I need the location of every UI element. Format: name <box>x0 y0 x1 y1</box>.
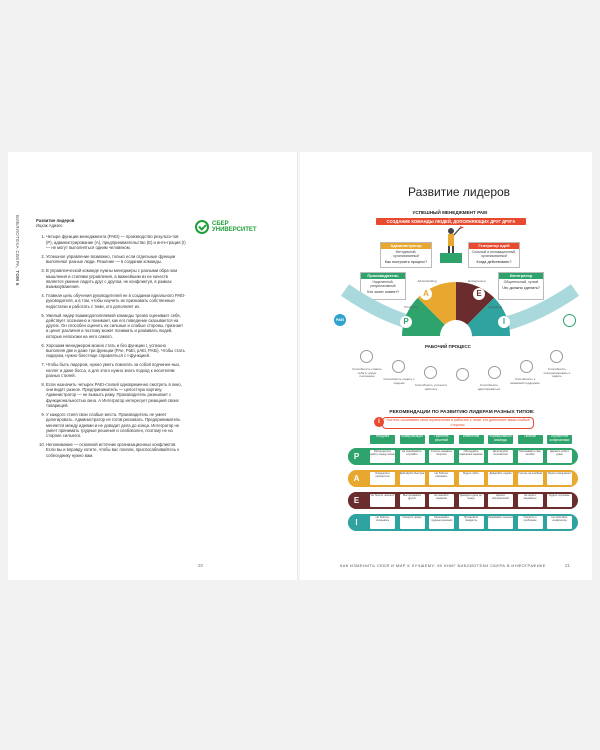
handshake-icon <box>392 360 405 373</box>
table-cell: Говорите о проблемах <box>518 516 543 529</box>
logo-text <box>212 221 257 234</box>
role-card-entrepreneur <box>468 242 520 268</box>
summary-text <box>36 218 186 462</box>
process-note: Способность к взаимной поддержке <box>510 377 540 385</box>
page-number-right: 21 <box>565 563 571 568</box>
role-desc: Нацеленный, результативный <box>370 280 396 288</box>
row-letter: I <box>348 514 365 531</box>
wheel-label: Producing <box>404 305 418 309</box>
list-item: 7. Чтобы быть лидером, нужно уметь помогать за собой подчинен-ных, коллег и даже босса, а для этого нужно знать подход к носителям разных стилей. <box>46 362 186 378</box>
list-item: 10. Непонимание — основной источник организационных конфликтов. Если вы и вправду хотите, чтобы вас поняли, приспосабливайтесь к собеседнику нужно вам. <box>46 442 186 458</box>
table-cell: Признавайте свои ошибки <box>518 450 543 463</box>
role-question: Когда действовать? <box>476 260 512 264</box>
table-cell: Не избегайте конфликтов <box>547 516 572 529</box>
role-name: Администратор <box>381 243 431 249</box>
book-author: Ицхак Адизес <box>36 223 63 229</box>
table-cell: Развивайте сильных <box>488 516 513 529</box>
banner-title: УСПЕШНЫЙ МЕНЕДЖМЕНТ PAEI <box>412 210 488 215</box>
page-footer: КАК ИЗМЕНИТЬ СЕБЯ И МИР К ЛУЧШЕМУ: 60 КНИГ БИБЛИОТЕКИ СБЕРА В ИНФОГРАФИКЕ <box>340 563 546 568</box>
list-item: 4. Главная цель обучения руководителей не в создании идеального PAEI-руководителя, а в том, чтобы научить их признавать собственные недостатки и работать с теми, кто дополняет их. <box>46 293 186 309</box>
column-header: Формирование команды <box>488 435 513 444</box>
running-head-text: БИБЛИОТЕКА СБЕРА, <box>15 215 20 271</box>
table-cell: Не меняйте решения <box>429 494 454 507</box>
table-row <box>348 470 578 487</box>
scales-icon <box>456 368 469 381</box>
wheel-label: Entrepreneur <box>468 279 486 283</box>
table-cell: Определите приоритеты <box>370 472 395 485</box>
role-desc: Сильный и инновационный, организованный <box>472 250 516 258</box>
person-icon <box>360 350 373 363</box>
table-cell: Будьте терпимее <box>547 494 572 507</box>
row-letter: A <box>348 470 365 487</box>
process-note: Способность учиться и работать <box>414 383 448 391</box>
list-item: 1. Четыре функции менеджмента (PAEI) — производство результа-тов (P), администрирование (A), предпринимательство (E) и инте-грация (I) — не могут выполняться одним человеком. <box>46 234 186 250</box>
table-cell: Выслушивайте других <box>400 494 425 507</box>
table-cell: Не бойтесь отказывать <box>370 516 395 529</box>
row-letter: E <box>348 492 365 509</box>
team-icon <box>488 366 501 379</box>
column-header: Изменения <box>459 435 484 444</box>
note-text: Учитесь осознавать свои ограничения и работать с теми, кто дополняет ваши слабые стороны. <box>386 418 530 427</box>
wheel-letter-i: I <box>498 316 510 328</box>
sber-university-logo <box>195 220 257 234</box>
list-item: 2. Успешное управление возможно, только если отдельные функции выполняют разные люди. Решение — в создании команды. <box>46 254 186 264</box>
list-item: 9. У каждого стиля свои слабые места. Производитель не умеет делегировать. Администратор не готов рисковать. Предприниматель меняется между идеями и не доводит дела до конца. Интегратор не умеет принимать трудные решения и слабоволен, поэтому не на стороне сильного. <box>46 412 186 438</box>
book-title: Развитие лидеров <box>36 218 75 223</box>
table-row <box>348 492 578 509</box>
leader-figure-icon <box>438 225 464 265</box>
book-icon <box>424 366 437 379</box>
gear-icon <box>563 314 576 327</box>
role-name: Интегратор <box>499 273 543 279</box>
wheel-letter-a: A <box>420 288 432 300</box>
list-item: 5. Умелый лидер взаимодополняемой команды трезво оценивает себя, действует осознанно и понимает, как его поведение сказывается на других. Он способен оценить их сильные и слабые стороны, признает и ценит различия и поэтому может понимать и развивать людей, которые непохожи на него самого. <box>46 313 186 339</box>
role-desc: Общительный, чуткий <box>503 280 539 284</box>
process-note: Способность ладить с людьми <box>383 377 415 385</box>
column-header: Принятие решений <box>429 435 454 444</box>
table-cell: Проявляйте твердость <box>459 516 484 529</box>
table-cell: Не бойтесь рисковать <box>429 472 454 485</box>
table-cell: Держите себя в руках <box>547 450 572 463</box>
column-header: Управление конфликтами <box>547 435 572 444</box>
table-cell: Обсуждайте изменения заранее <box>459 450 484 463</box>
summary-list <box>36 234 186 457</box>
process-note: Способность позиционировать и видеть <box>543 367 571 379</box>
list-item: 3. В управленческой команде нужны менеджеры с разными обра-зом мышления и стилями управления, а важнейшим из ее качеств является умение ладить друг с другом, не конфликтуя, в рамках взаимоуважения. <box>46 268 186 289</box>
list-item: 8. Если назначить четырех PAEI-стилей одновременно смотреть в окно, они видят разное. Предприниматель — целостную картину. Администратор — не вымыть раму. Производитель разнывает с функциональностью окна. А Интегратор интересует реакцией своих товарищей. <box>46 382 186 408</box>
page-number-left: 20 <box>198 563 204 568</box>
role-question: Что хочет клиент? <box>366 290 400 294</box>
page-title: Развитие лидеров <box>408 185 511 199</box>
wheel-label: Administrating <box>417 279 437 283</box>
table-cell: Не ищите виноватых <box>518 494 543 507</box>
wheel-letter-e: E <box>473 288 485 300</box>
role-question: Что должно сделать? <box>502 286 540 290</box>
table-cell: Учитесь задавать вопросы <box>429 450 454 463</box>
role-card-administrator <box>380 242 432 268</box>
table-cell: Ищите компромисс <box>547 472 572 485</box>
row-letter: P <box>348 448 365 465</box>
logo-line2: УНИВЕРСИТЕТ <box>212 227 257 233</box>
recommendations-note <box>378 417 534 429</box>
table-cell: Доверяйте людям <box>488 472 513 485</box>
work-process-label: РАБОЧИЙ ПРОЦЕСС <box>425 344 471 349</box>
table-cell: Не перебивайте, слушайте <box>400 450 425 463</box>
role-question: Как построить процесс? <box>384 260 428 264</box>
column-header: Нагрузка <box>370 435 395 444</box>
table-cell: Принимайте трудные решения <box>429 516 454 529</box>
table-cell: Действуйте быстрее <box>400 472 425 485</box>
process-note: Способность ставить себя в чужую положение <box>352 367 382 379</box>
role-name: Производитель <box>361 273 405 279</box>
process-note: Способность адаптироваться <box>477 383 501 391</box>
table-cell: Доводите дела до конца <box>459 494 484 507</box>
running-head-volume: ТОМ 6 <box>15 270 20 286</box>
paei-badge: PAEI <box>334 314 346 326</box>
eye-icon <box>520 360 533 373</box>
table-row <box>348 448 578 465</box>
list-item: 6. Хорошим менеджером можно стать и без функции I, успешно выполняя две и даже три функции (PAe, PaEi, pAEi, PAEi). Чтобы стать лидером, нужно блестяще справляться с I-функцией. <box>46 343 186 359</box>
running-head <box>15 215 20 286</box>
logo-line1: СБЕР <box>212 220 229 227</box>
sber-logo-icon <box>195 220 209 234</box>
table-cell: Учитесь на ошибках <box>518 472 543 485</box>
target-icon <box>550 350 563 363</box>
table-cell: Цените исполнителей <box>488 494 513 507</box>
wheel-label: Integrating <box>487 305 503 309</box>
table-cell: Делегируйте полномочия <box>488 450 513 463</box>
table-cell: Говорите прямо <box>400 516 425 529</box>
table-row <box>348 514 578 531</box>
info-icon: I <box>374 417 384 427</box>
banner-subtitle: СОЗДАНИЕ КОМАНДЫ ЛЮДЕЙ, ДОПОЛНЯЮЩИХ ДРУГ ДРУГА <box>376 218 526 225</box>
table-cell: Распределите работу между всеми <box>370 450 395 463</box>
table-cell: Не берите лишнего <box>370 494 395 507</box>
wheel-letter-p: P <box>400 316 412 328</box>
recommendations-title: РЕКОМЕНДАЦИИ ПО РАЗВИТИЮ ЛИДЕРАМ РАЗНЫХ ТИПОВ: <box>389 410 535 415</box>
role-name: Генератор идей <box>469 243 519 249</box>
column-header: Ошибки <box>518 435 543 444</box>
column-header: Коммуникация <box>400 435 425 444</box>
table-cell: Будьте гибче <box>459 472 484 485</box>
role-desc: Методичный, организованный <box>393 250 419 258</box>
